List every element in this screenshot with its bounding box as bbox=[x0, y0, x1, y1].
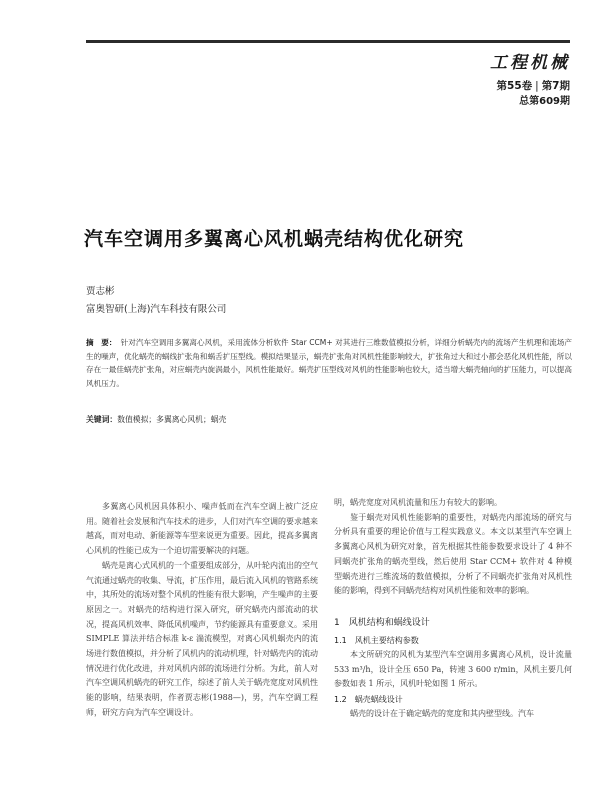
keywords-text: 数值模拟；多翼离心风机；蜗壳 bbox=[117, 415, 227, 424]
issue: 第7期 bbox=[541, 80, 570, 92]
volume-issue bbox=[490, 79, 570, 94]
abstract-label: 摘 要： bbox=[86, 338, 117, 347]
body-paragraph: 蜗壳是离心式风机的一个重要组成部分，从叶轮内流出的空气气流通过蜗壳的收集、导流，扩压作用，最后流入风机的管路系统中，其所处的流场对整个风机的性能有很大影响，产生噪声的主要原因之一。对蜗壳的结构进行深入研究，研究蜗壳内部流动的状况，提高风机效率、降低风机噪声，节约能源具有重要意义。采用 SIMPLE 算法并结合标准 k-ε 湍流模型，对离心风机蜗壳内的流场进行数值模拟，并分析了风机内的流动机理，针对蜗壳内的流动情况进行优化改进，并对风机内部的流场进行分析。为此，前人对汽车空调风机蜗壳的研究工作，综述了前人关于蜗壳宽度对风机性能的影响，结果表明，作者贾志彬(1988—)，男，汽车空调工程师，研究方向为汽车空调设计。 bbox=[86, 560, 318, 717]
separator: | bbox=[535, 80, 539, 92]
volume: 第55卷 bbox=[496, 80, 533, 92]
abstract bbox=[86, 336, 572, 390]
total-issue: 总第609期 bbox=[519, 96, 570, 107]
author: 贾志彬 bbox=[86, 286, 115, 297]
body-paragraph: 鉴于蜗壳对风机性能影响的重要性，对蜗壳内部流场的研究与分析具有重要的理论价值与工程实践意义。本文以某型汽车空调上多翼离心风机为研究对象，首先根据其性能参数要求设计了 4 种不同蜗壳扩张角的蜗壳型线，然后使用 Star CCM+ 软件对 4 种模型蜗壳进行三维流场的数值模拟，分析了不同蜗壳扩张角对风机性能的影响，得到不同蜗壳结构对风机性能和效率的影响。 bbox=[334, 512, 572, 596]
journal-name: 工程机械 bbox=[490, 53, 570, 73]
header-rule bbox=[86, 40, 570, 43]
keywords-label: 关键词： bbox=[86, 415, 118, 424]
body-paragraph: 蜗壳的设计在于确定蜗壳的宽度和其内壁型线。汽车 bbox=[350, 709, 534, 719]
subsection-heading: 1.2 蜗壳蜗线设计 bbox=[334, 695, 403, 705]
body-paragraph: 多翼离心风机因具体积小、噪声低而在汽车空调上被广泛应用。随着社会发展和汽车技术的进步，人们对汽车空调的要求越来越高，而对电动、新能源等车型来说更为重要。因此，提高多翼离心风机的性能已成为一个迫切需要解决的问题。 bbox=[86, 502, 318, 556]
journal-header bbox=[490, 48, 570, 109]
body-column-left bbox=[86, 500, 318, 721]
abstract-text: 针对汽车空调用多翼离心风机，采用流体分析软件 Star CCM+ 对其进行三维数值模拟分析，详细分析蜗壳内的流场产生机理和流场产生的噪声，优化蜗壳的蜗线扩张角和蜗舌扩压型线。模拟结果显示，蜗壳扩张角对风机性能影响较大，扩张角过大和过小都会恶化风机性能，所以存在一最佳蜗壳扩张角，对应蜗壳内旋涡最小，风机性能最好。蜗壳扩压型线对风机的性能影响也较大，适当增大蜗壳轴向的扩压能力，可以提高风机压力。 bbox=[86, 338, 573, 388]
section-heading: 1 风机结构和蜗线设计 bbox=[334, 617, 430, 628]
affiliation: 富奥智研(上海)汽车科技有限公司 bbox=[86, 304, 227, 315]
body-paragraph: 明，蜗壳宽度对风机流量和压力有较大的影响。 bbox=[334, 498, 502, 507]
subsection-heading: 1.1 风机主要结构参数 bbox=[334, 635, 419, 645]
keywords bbox=[86, 414, 572, 425]
body-column-right bbox=[334, 496, 572, 722]
body-paragraph: 本文所研究的风机为某型汽车空调用多翼离心风机，设计流量 533 m³/h，设计全压 650 Pa，转速 3 600 r/min，风机主要几何参数如表 1 所示，风机叶轮如图 1 所示。 bbox=[334, 649, 572, 689]
article-title: 汽车空调用多翼离心风机蜗壳结构优化研究 bbox=[84, 228, 465, 250]
